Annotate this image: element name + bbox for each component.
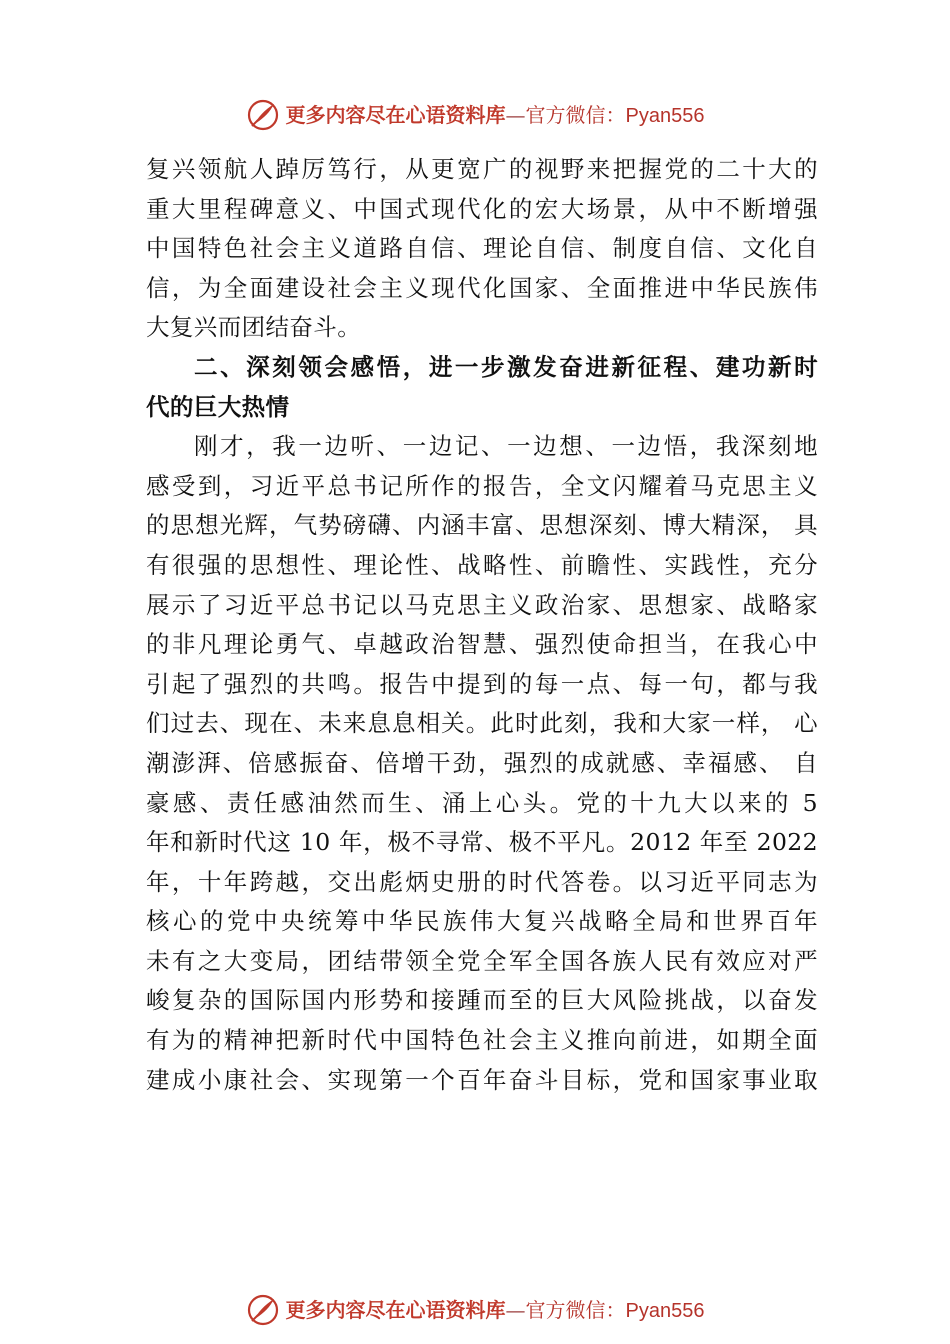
footer-text xyxy=(285,1297,705,1322)
body-line: 年和新时代这 10 年，极不寻常、极不平凡。2012 年至 2022 xyxy=(146,828,818,857)
quill-pen-logo-icon xyxy=(246,1293,280,1327)
body-line: 核心的党中央统筹中华民族伟大复兴战略全局和世界百年 xyxy=(146,907,818,936)
body-line: 信，为全面建设社会主义现代化国家、全面推进中华民族伟 xyxy=(146,273,818,302)
body-line: 有很强的思想性、理论性、战略性、前瞻性、实践性，充分 xyxy=(146,550,818,579)
body-line: 豪感、责任感油然而生、涌上心头。党的十九大以来的 5 xyxy=(146,788,818,817)
body-line: 中国特色社会主义道路自信、理论自信、制度自信、文化自 xyxy=(146,234,818,263)
footer-banner xyxy=(0,1290,950,1330)
header-wechat-id: Pyan556 xyxy=(625,104,705,127)
quill-pen-logo-icon xyxy=(246,98,280,132)
footer-brand: 更多内容尽在心语资料库 xyxy=(285,1297,506,1322)
body-line: 展示了习近平总书记以马克思主义政治家、思想家、战略家 xyxy=(146,590,818,619)
header-dash: — xyxy=(505,102,526,127)
section-heading-cont: 代的巨大热情 xyxy=(146,392,290,421)
footer-wechat-id: Pyan556 xyxy=(625,1299,705,1322)
body-line: 建成小康社会、实现第一个百年奋斗目标，党和国家事业取 xyxy=(146,1065,818,1094)
document-body xyxy=(146,150,818,1100)
footer-wechat-label: 官方微信： xyxy=(525,1297,626,1322)
body-line: 的非凡理论勇气、卓越政治智慧、强烈使命担当，在我心中 xyxy=(146,630,818,659)
body-line: 感受到，习近平总书记所作的报告，全文闪耀着马克思主义 xyxy=(146,471,818,500)
body-line: 有为的精神把新时代中国特色社会主义推向前进，如期全面 xyxy=(146,1026,818,1055)
body-line: 潮澎湃、倍感振奋、倍增干劲，强烈的成就感、幸福感、 自 xyxy=(146,748,818,777)
footer-dash: — xyxy=(505,1297,526,1322)
body-line: 大复兴而团结奋斗。 xyxy=(146,313,362,342)
body-line: 重大里程碑意义、中国式现代化的宏大场景，从中不断增强 xyxy=(146,194,818,223)
body-line: 峻复杂的国际国内形势和接踵而至的巨大风险挑战，以奋发 xyxy=(146,986,818,1015)
body-line: 引起了强烈的共鸣。报告中提到的每一点、每一句，都与我 xyxy=(146,669,818,698)
body-line: 刚才，我一边听、一边记、一边想、一边悟，我深刻地 xyxy=(194,432,818,461)
body-line: 们过去、现在、未来息息相关。此时此刻，我和大家一样， 心 xyxy=(146,709,818,738)
header-wechat-label: 官方微信： xyxy=(525,102,626,127)
body-line: 年，十年跨越，交出彪炳史册的时代答卷。以习近平同志为 xyxy=(146,867,818,896)
header-brand: 更多内容尽在心语资料库 xyxy=(285,102,506,127)
header-text xyxy=(285,102,705,127)
section-heading: 二、深刻领会感悟，进一步激发奋进新征程、建功新时 xyxy=(194,352,818,381)
body-line: 未有之大变局，团结带领全党全军全国各族人民有效应对严 xyxy=(146,946,818,975)
body-line: 的思想光辉，气势磅礴、内涵丰富、思想深刻、博大精深， 具 xyxy=(146,511,818,540)
header-banner xyxy=(0,95,950,135)
body-line: 复兴领航人踔厉笃行，从更宽广的视野来把握党的二十大的 xyxy=(146,155,818,183)
